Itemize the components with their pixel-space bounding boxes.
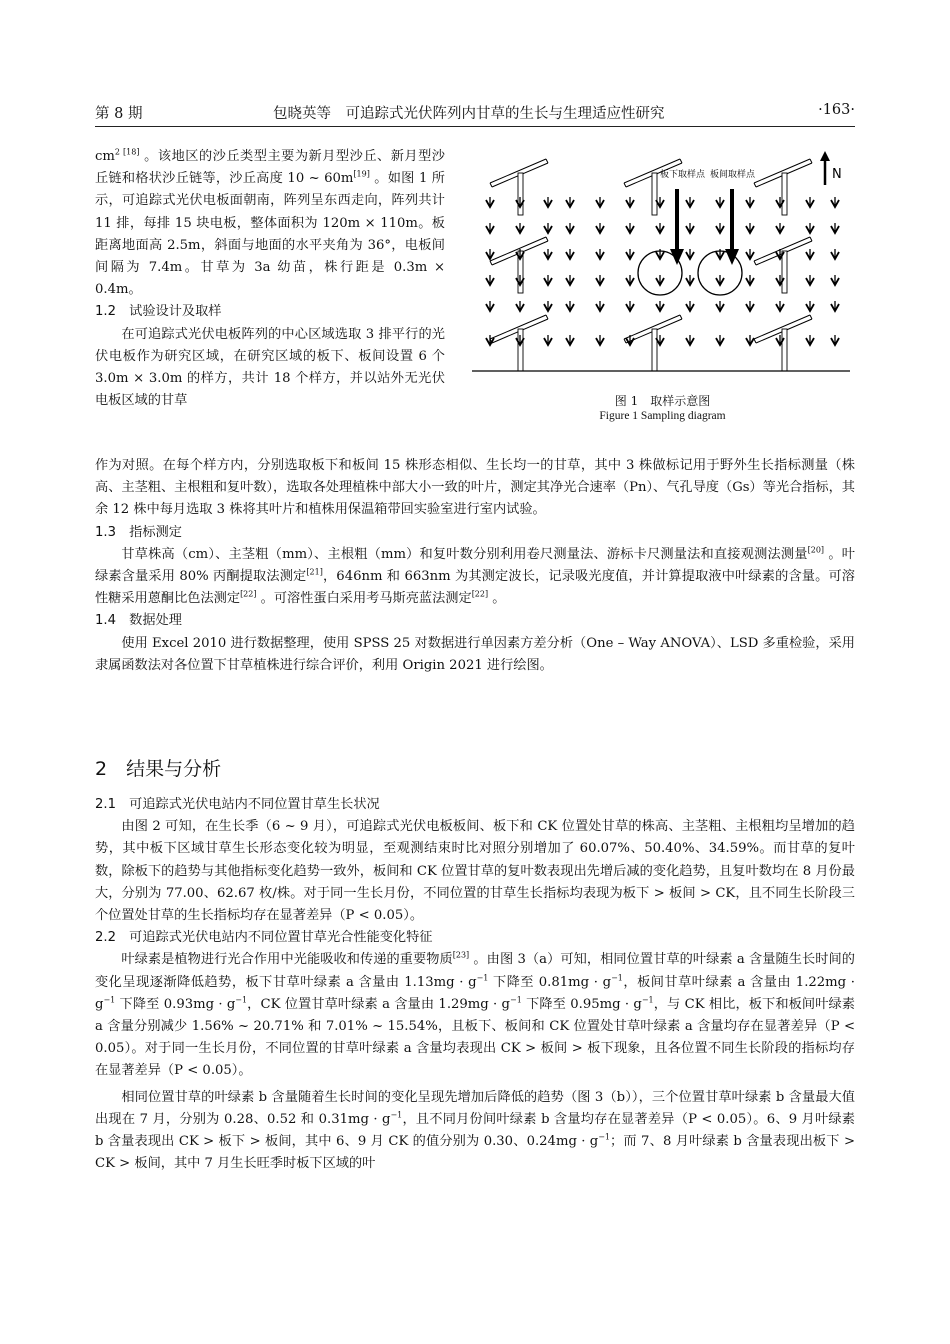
plant-icon (566, 197, 574, 207)
plant-icon (746, 249, 754, 259)
plant-icon (486, 335, 494, 345)
running-title: 包晓英等 可追踪式光伏阵列内甘草的生长与生理适应性研究 (273, 106, 665, 122)
subsection-heading-1-4: 1.4 数据处理 (95, 613, 182, 629)
section-heading-2: 2 结果与分析 (95, 758, 222, 780)
plant-icon (776, 223, 784, 233)
pv-panel (754, 159, 812, 215)
label-under: 板下取样点 (660, 170, 706, 180)
plant-icon (566, 275, 574, 285)
plant-icon (716, 335, 724, 345)
plant-icon (806, 335, 814, 345)
plant-icon (544, 301, 552, 311)
plant-icon (486, 249, 494, 259)
plant-icon (544, 223, 552, 233)
pv-panel (754, 315, 812, 371)
plant-icon (746, 223, 754, 233)
figure-caption-cn: 图 1 取样示意图 (614, 394, 711, 408)
plant-icon (831, 223, 839, 233)
plant-icon (686, 197, 694, 207)
plant-icon (596, 223, 604, 233)
paragraph: 在可追踪式光伏电板阵列的中心区域选取 3 排平行的光伏电板作为研究区域，在研究区域的板下、板间设置 6 个 3.0m × 3.0m 的样方，共计 18 个样方，并以站外无光伏电板区域的甘草 (95, 326, 445, 409)
body-upper (95, 455, 855, 677)
plant-icon (626, 223, 634, 233)
plant-icon (566, 249, 574, 259)
plant-icon (596, 301, 604, 311)
plant-icon (656, 223, 664, 233)
plant-icon (806, 301, 814, 311)
subsection-heading-1-2: 1.2 试验设计及取样 (95, 304, 222, 320)
plant-icon (566, 335, 574, 345)
superscript: −1 (390, 1110, 403, 1120)
plant-icon (716, 223, 724, 233)
plant-icon (544, 249, 552, 259)
plant-icon (486, 301, 494, 311)
plant-icon (746, 301, 754, 311)
plant-icon (516, 301, 524, 311)
body-lower (95, 794, 855, 1175)
plant-icon (806, 275, 814, 285)
superscript: [22] (240, 589, 257, 599)
subsection-heading-2-1: 2.1 可追踪式光伏电站内不同位置甘草生长状况 (95, 797, 380, 812)
superscript: [19] (353, 169, 370, 179)
paragraph: $cm^{2 [18]}$ 。该地区的沙丘类型主要为新月型沙丘、新月型沙丘链和格状沙丘链等，沙丘高度 10 ~ 60m[19] 。如图 1 所示，可追踪式光伏电板面朝南，阵列呈东西走向，阵列共计 11 排，每排 15 块电板，整体面积为 120m × 110m。板距离地面高 2.5m，斜面与地面的水平夹角为 36°，电板间间隔为 7.4m。甘草为 3a 幼苗，株行距是 0.3m × 0.4m。 (95, 147, 445, 298)
plant-icon (486, 223, 494, 233)
north-label: N (832, 167, 842, 182)
plant-icon (746, 275, 754, 285)
superscript: −1 (235, 995, 248, 1005)
plant-icon (831, 301, 839, 311)
plant-icon (746, 197, 754, 207)
superscript: [23] (452, 951, 470, 961)
subsection-heading-2-2: 2.2 可追踪式光伏电站内不同位置甘草光合性能变化特征 (95, 930, 433, 946)
plant-icon (806, 249, 814, 259)
left-column (95, 146, 445, 412)
plant-icon (516, 223, 524, 233)
plant-icon (806, 223, 814, 233)
plant-icon (831, 197, 839, 207)
page-number: ·163· (818, 102, 855, 118)
plant-icon (686, 223, 694, 233)
superscript: −1 (103, 995, 116, 1005)
plant-icon (686, 335, 694, 345)
plant-icon (686, 249, 694, 259)
paragraph: 叶绿素是植物进行光合作用中光能吸收和传递的重要物质[23] 。由图 3（a）可知，相同位置甘草的叶绿素 a 含量随生长时间的变化呈现逐渐降低趋势，板下甘草叶绿素 a 含量由 $1.13mg \cdot g^{-1}$ 下降至 $0.81mg \cdot g^{-1}$，板间甘草叶绿素 a 含量由 $1.22mg \cdot g^{-1}$ 下降至 $0.93mg \cdot g^{-1}$，CK 位置甘草叶绿素 a 含量由 $1.29mg \cdot g^{-1}$ 下降至 $0.95mg \cdot g^{-1}$，与 CK 相比，板下和板间叶绿素 a 含量分别减少 1.56% ~ 20.71% 和 7.01% ~ 15.54%，且板下、板间和 CK 位置处甘草叶绿素 a 含量均存在显著差异（P < 0.05）。对于同一生长月份，不同位置的甘草叶绿素 a 含量均表现出 CK > 板间 > 板下现象，且各位置不同生长阶段的指标均存在显著差异（P < 0.05）。 (95, 951, 855, 1079)
paragraph: 甘草株高（cm）、主茎粗（mm）、主根粗（mm）和复叶数分别利用卷尺测量法、游标卡尺测量法和直接观测法测量[20] 。叶绿素含量采用 80% 丙酮提取法测定[21]，646nm 和 663nm 为其测定波长，记录吸光度值，并计算提取液中叶绿素的含量。可溶性糖采用蒽酮比色法测定[22] 。可溶性蛋白采用考马斯亮蓝法测定[22] 。 (95, 545, 855, 607)
plant-icon (626, 335, 634, 345)
label-between: 板间取样点 (710, 170, 756, 180)
plant-icon (626, 275, 634, 285)
plant-icon (746, 335, 754, 345)
plant-icon (686, 301, 694, 311)
plant-icon (486, 197, 494, 207)
plant-icon (806, 197, 814, 207)
superscript: [21] (306, 567, 323, 577)
plant-icon (831, 249, 839, 259)
running-header (95, 98, 855, 127)
plant-icon (656, 275, 664, 285)
superscript: −1 (641, 995, 654, 1005)
plant-icon (656, 301, 664, 311)
plant-icon (716, 301, 724, 311)
plant-icon (566, 301, 574, 311)
paragraph: 由图 2 可知，在生长季（6 ~ 9 月），可追踪式光伏电板板间、板下和 CK 位置处甘草的株高、主茎粗、主根粗均呈增加的趋势，其中板下区域甘草生长形态变化较为明显，至观测结束时比对照分别增加了 60.07%、50.40%、34.59%。而甘草的复叶数，除板下的趋势与其他指标变化趋势一致外，板间和 CK 位置甘草的复叶数表现出先增后减的变化趋势，且复叶数均在 8 月份最大，分别为 77.00、62.67 枚/株。对于同一生长月份，不同位置的甘草生长指标均表现为板下 > 板间 > CK，且不同生长阶段三个位置处甘草的生长指标均存在显著差异（P < 0.05）。 (95, 819, 855, 924)
superscript: −1 (611, 973, 623, 983)
paragraph: 相同位置甘草的叶绿素 b 含量随着生长时间的变化呈现先增加后降低的趋势（图 3（b）），三个位置甘草叶绿素 b 含量最大值出现在 7 月，分别为 0.28、0.52 和 $0.31mg \cdot g^{-1}$，且不同月份间叶绿素 b 含量均存在显著差异（P < 0.05）。6、9 月叶绿素 b 含量表现出 CK > 板下 > 板间，其中 6、9 月 CK 的值分别为 0.30、$0.24mg \cdot g^{-1}$；而 7、8 月叶绿素 b 含量表现出板下 > CK > 板间，其中 7 月生长旺季时板下区域的叶 (95, 1089, 855, 1172)
issue-number: 第 8 期 (95, 106, 143, 122)
pv-panel (624, 159, 682, 215)
plant-icon (596, 197, 604, 207)
superscript: −1 (476, 973, 489, 983)
plant-icon (831, 275, 839, 285)
plant-icon (831, 335, 839, 345)
plant-icon (596, 249, 604, 259)
plant-icon (626, 301, 634, 311)
superscript: [20] (807, 545, 825, 555)
plant-icon (686, 275, 694, 285)
pv-panel (624, 315, 682, 371)
plant-icon (566, 223, 574, 233)
paragraph: 使用 Excel 2010 进行数据整理，使用 SPSS 25 对数据进行单因素方差分析（One – Way ANOVA）、LSD 多重检验，采用隶属函数法对各位置下甘草植株进行综合评价，利用 Origin 2021 进行绘图。 (95, 635, 855, 673)
sampling-diagram (470, 145, 855, 383)
plant-icon (544, 275, 552, 285)
superscript: 2 [18] (114, 147, 140, 157)
plant-icon (776, 301, 784, 311)
superscript: −1 (598, 1132, 611, 1142)
plant-icon (626, 249, 634, 259)
superscript: −1 (509, 995, 522, 1005)
subsection-heading-1-3: 1.3 指标测定 (95, 524, 182, 540)
figure-caption-en: Figure 1 Sampling diagram (599, 410, 726, 422)
plant-icon (596, 275, 604, 285)
plant-icon (596, 335, 604, 345)
plant-icon (716, 197, 724, 207)
superscript: [22] (471, 589, 489, 599)
plant-icon (544, 197, 552, 207)
plant-icon (716, 275, 724, 285)
plant-icon (544, 335, 552, 345)
pv-panel (754, 237, 812, 293)
plant-icon (626, 197, 634, 207)
plant-icon (486, 275, 494, 285)
paragraph: 作为对照。在每个样方内，分别选取板下和板间 15 株形态相似、生长均一的甘草，其中 3 株做标记用于野外生长指标测量（株高、主茎粗、主根粗和复叶数），选取各处理植株中部大小一致的叶片，测定其净光合速率（Pn）、气孔导度（Gs）等光合指标，其余 12 株中每月选取 3 株将其叶片和植株用保温箱带回实验室进行室内试验。 (95, 458, 855, 518)
